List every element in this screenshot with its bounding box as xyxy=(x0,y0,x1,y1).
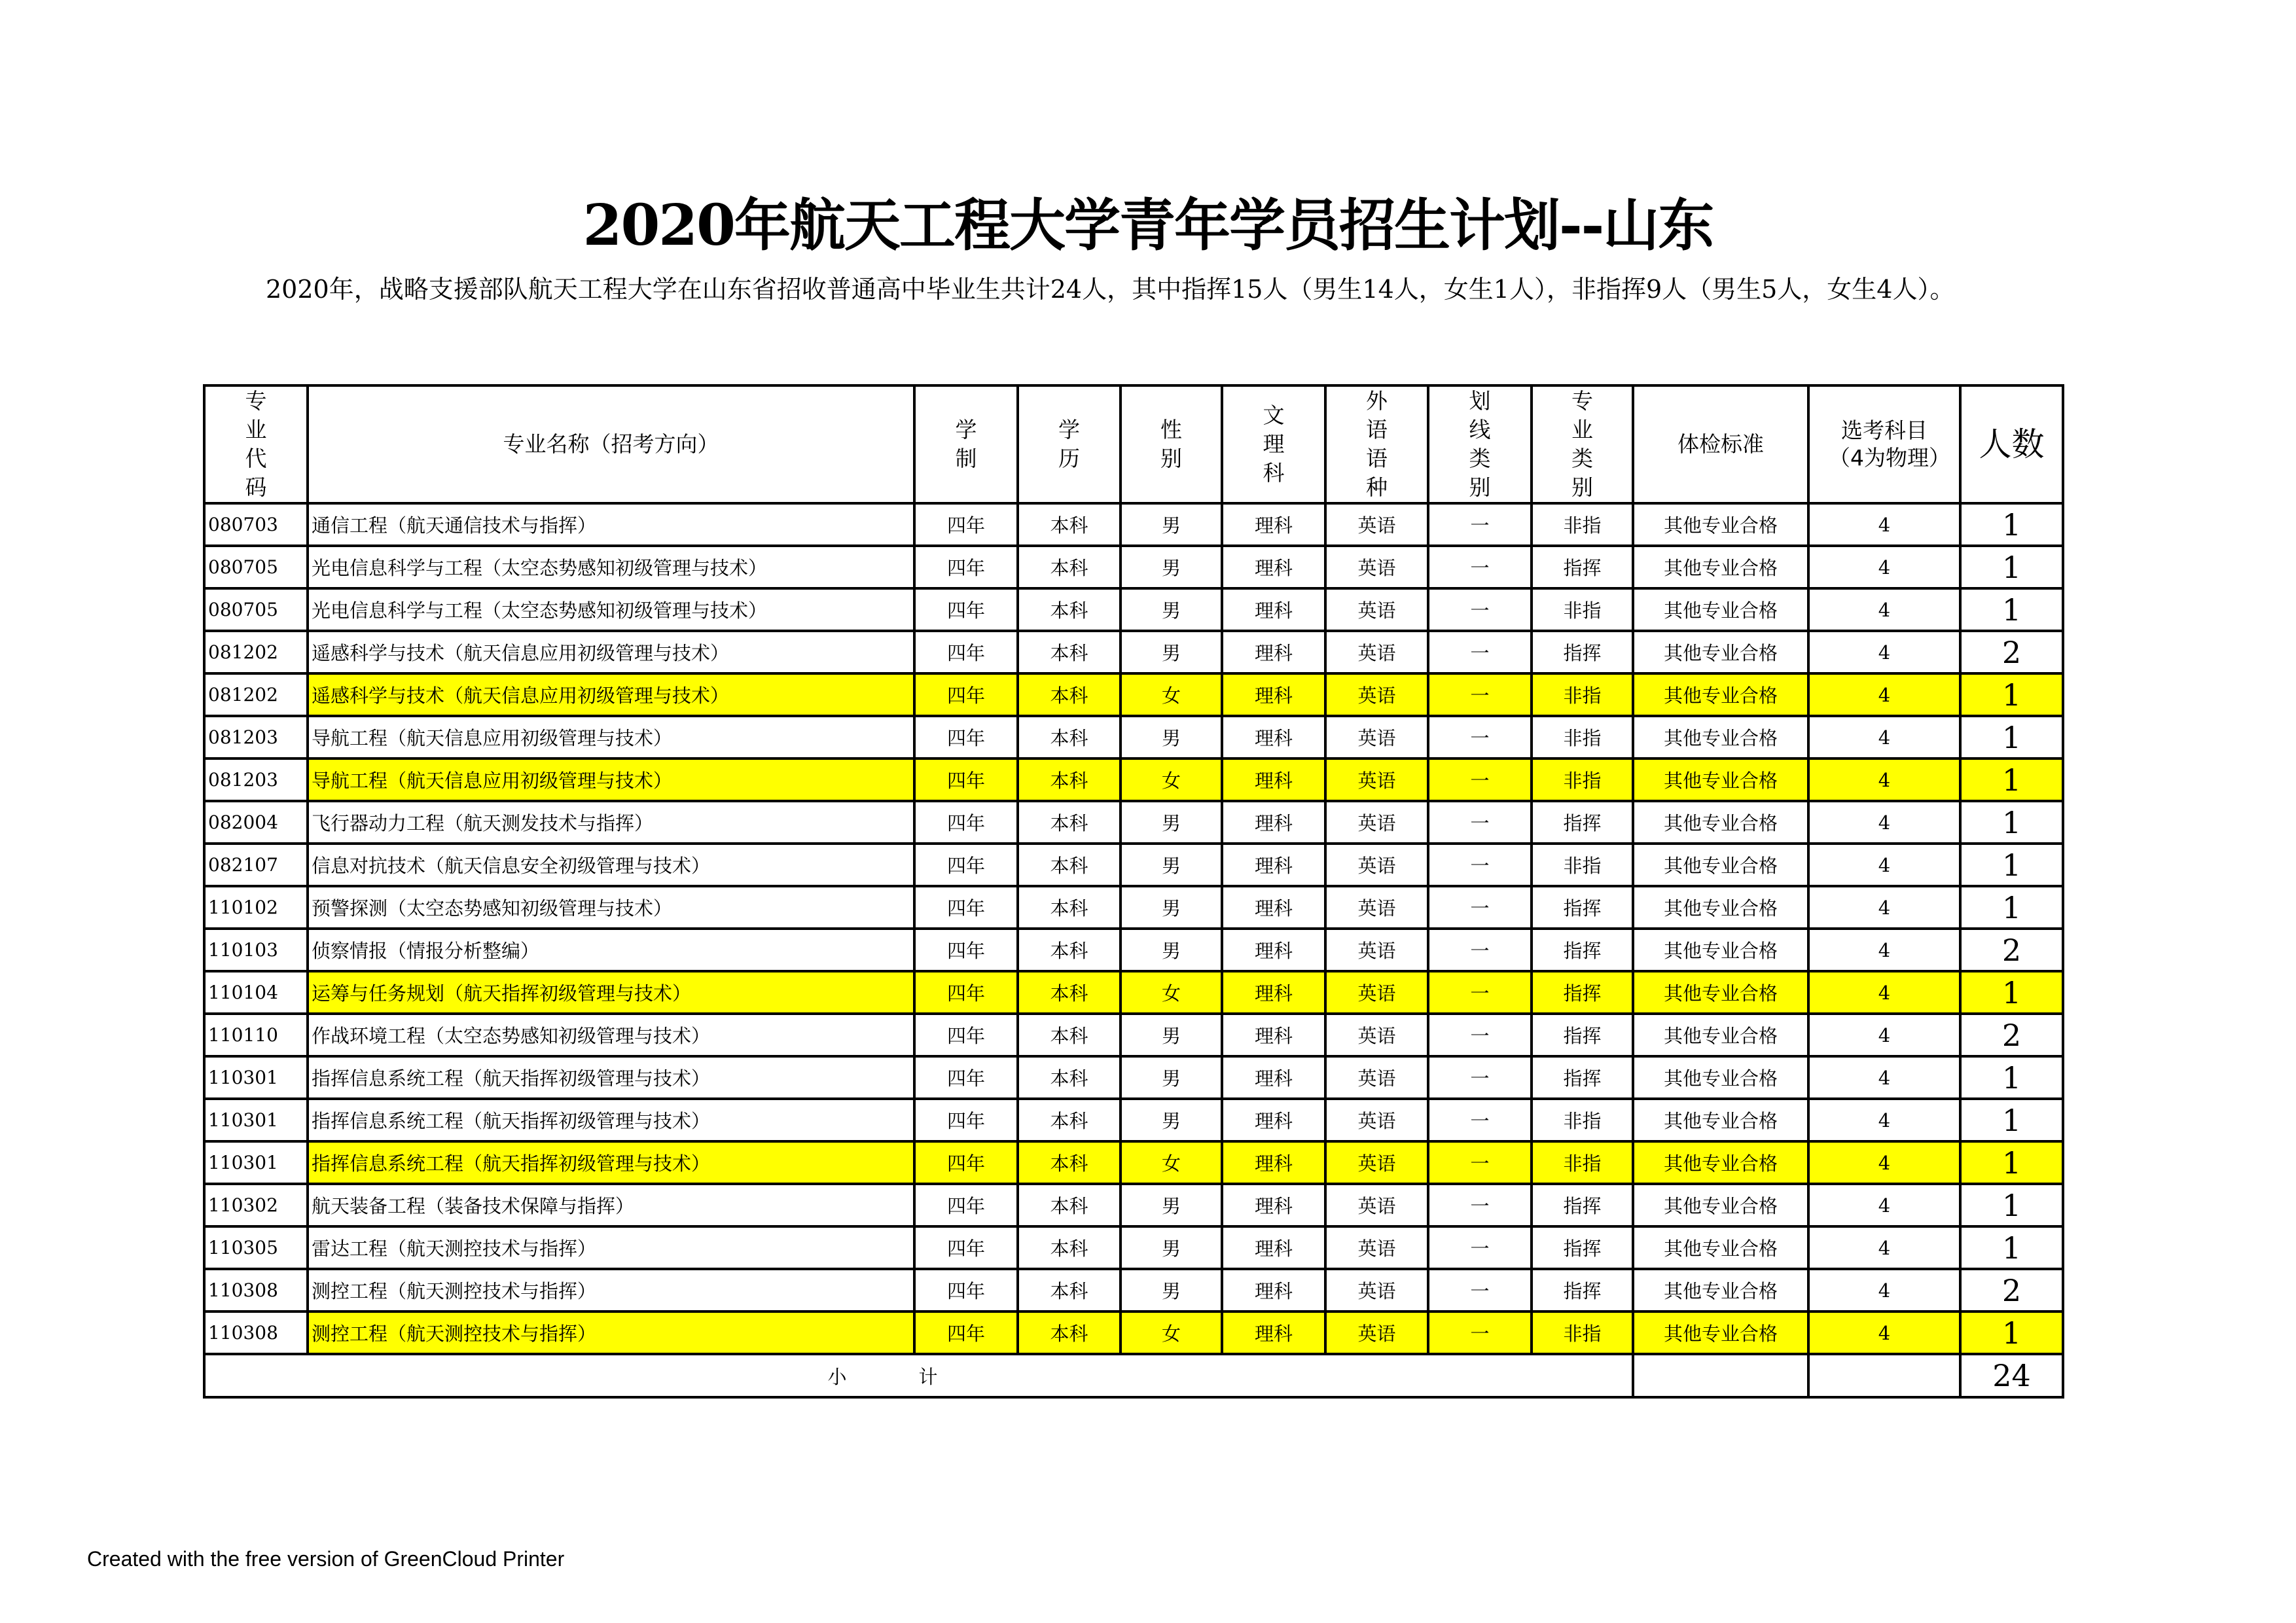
table-row xyxy=(204,758,2063,801)
cell-subject: 4 xyxy=(1808,758,1960,801)
subtotal-count: 24 xyxy=(1960,1354,2063,1397)
cell-physical: 其他专业合格 xyxy=(1633,631,1808,673)
cell-physical: 其他专业合格 xyxy=(1633,1014,1808,1056)
cell-language: 英语 xyxy=(1325,1184,1428,1226)
cell-name: 指挥信息系统工程（航天指挥初级管理与技术） xyxy=(308,1141,914,1184)
subtotal-subject xyxy=(1808,1354,1960,1397)
cell-subject: 4 xyxy=(1808,1056,1960,1099)
cell-physical: 其他专业合格 xyxy=(1633,1311,1808,1354)
cell-physical: 其他专业合格 xyxy=(1633,844,1808,886)
cell-line-type: 一 xyxy=(1428,1056,1532,1099)
cell-gender: 女 xyxy=(1121,758,1222,801)
intro-paragraph: 2020年，战略支援部队航天工程大学在山东省招收普通高中毕业生共计24人，其中指挥15人（男生14人，女生1人），非指挥9人（男生5人，女生4人）。 xyxy=(266,275,1955,304)
cell-subject: 4 xyxy=(1808,716,1960,758)
cell-code: 080705 xyxy=(204,546,308,588)
cell-language: 英语 xyxy=(1325,801,1428,844)
cell-code: 080705 xyxy=(204,588,308,631)
cell-name: 指挥信息系统工程（航天指挥初级管理与技术） xyxy=(308,1099,914,1141)
cell-gender: 男 xyxy=(1121,1226,1222,1269)
cell-language: 英语 xyxy=(1325,929,1428,971)
cell-subject: 4 xyxy=(1808,503,1960,546)
cell-degree: 本科 xyxy=(1018,588,1121,631)
cell-subject: 4 xyxy=(1808,929,1960,971)
cell-duration: 四年 xyxy=(914,886,1018,929)
cell-gender: 男 xyxy=(1121,844,1222,886)
cell-duration: 四年 xyxy=(914,503,1018,546)
table-row xyxy=(204,1099,2063,1141)
cell-gender: 男 xyxy=(1121,1184,1222,1226)
header-code: 专业代码 xyxy=(204,385,308,503)
header-line-type: 划线类别 xyxy=(1428,385,1532,503)
cell-name: 光电信息科学与工程（太空态势感知初级管理与技术） xyxy=(308,588,914,631)
cell-major-type: 指挥 xyxy=(1532,631,1633,673)
cell-degree: 本科 xyxy=(1018,844,1121,886)
cell-track: 理科 xyxy=(1222,546,1325,588)
cell-code: 110308 xyxy=(204,1311,308,1354)
page-title: 2020年航天工程大学青年学员招生计划--山东 xyxy=(583,192,1713,259)
cell-physical: 其他专业合格 xyxy=(1633,801,1808,844)
cell-language: 英语 xyxy=(1325,588,1428,631)
cell-degree: 本科 xyxy=(1018,716,1121,758)
cell-subject: 4 xyxy=(1808,673,1960,716)
cell-subject: 4 xyxy=(1808,1184,1960,1226)
cell-track: 理科 xyxy=(1222,971,1325,1014)
header-physical: 体检标准 xyxy=(1633,385,1808,503)
cell-count: 1 xyxy=(1960,971,2063,1014)
table-row xyxy=(204,716,2063,758)
cell-physical: 其他专业合格 xyxy=(1633,588,1808,631)
table-row xyxy=(204,673,2063,716)
cell-degree: 本科 xyxy=(1018,1269,1121,1311)
cell-degree: 本科 xyxy=(1018,1184,1121,1226)
cell-line-type: 一 xyxy=(1428,1014,1532,1056)
cell-duration: 四年 xyxy=(914,929,1018,971)
cell-code: 081202 xyxy=(204,631,308,673)
cell-subject: 4 xyxy=(1808,801,1960,844)
cell-subject: 4 xyxy=(1808,1141,1960,1184)
cell-physical: 其他专业合格 xyxy=(1633,1226,1808,1269)
cell-gender: 男 xyxy=(1121,1014,1222,1056)
cell-physical: 其他专业合格 xyxy=(1633,1269,1808,1311)
header-track: 文理科 xyxy=(1222,385,1325,503)
cell-degree: 本科 xyxy=(1018,971,1121,1014)
cell-gender: 男 xyxy=(1121,631,1222,673)
cell-code: 110102 xyxy=(204,886,308,929)
cell-line-type: 一 xyxy=(1428,1099,1532,1141)
cell-gender: 男 xyxy=(1121,929,1222,971)
cell-code: 081203 xyxy=(204,758,308,801)
cell-line-type: 一 xyxy=(1428,631,1532,673)
cell-name: 导航工程（航天信息应用初级管理与技术） xyxy=(308,758,914,801)
cell-physical: 其他专业合格 xyxy=(1633,1056,1808,1099)
cell-count: 1 xyxy=(1960,1141,2063,1184)
cell-duration: 四年 xyxy=(914,1311,1018,1354)
cell-count: 1 xyxy=(1960,801,2063,844)
cell-degree: 本科 xyxy=(1018,631,1121,673)
cell-language: 英语 xyxy=(1325,546,1428,588)
cell-duration: 四年 xyxy=(914,1269,1018,1311)
cell-name: 飞行器动力工程（航天测发技术与指挥） xyxy=(308,801,914,844)
cell-duration: 四年 xyxy=(914,971,1018,1014)
cell-degree: 本科 xyxy=(1018,929,1121,971)
cell-count: 2 xyxy=(1960,1014,2063,1056)
cell-degree: 本科 xyxy=(1018,801,1121,844)
cell-subject: 4 xyxy=(1808,971,1960,1014)
cell-degree: 本科 xyxy=(1018,758,1121,801)
table-row xyxy=(204,1311,2063,1354)
table-header-row xyxy=(204,385,2063,503)
cell-track: 理科 xyxy=(1222,673,1325,716)
cell-major-type: 非指 xyxy=(1532,1311,1633,1354)
cell-physical: 其他专业合格 xyxy=(1633,1099,1808,1141)
cell-gender: 男 xyxy=(1121,1056,1222,1099)
cell-physical: 其他专业合格 xyxy=(1633,1141,1808,1184)
cell-major-type: 指挥 xyxy=(1532,1226,1633,1269)
cell-major-type: 指挥 xyxy=(1532,1014,1633,1056)
cell-subject: 4 xyxy=(1808,631,1960,673)
table-row xyxy=(204,844,2063,886)
cell-code: 110301 xyxy=(204,1099,308,1141)
cell-subject: 4 xyxy=(1808,1099,1960,1141)
cell-physical: 其他专业合格 xyxy=(1633,546,1808,588)
cell-name: 预警探测（太空态势感知初级管理与技术） xyxy=(308,886,914,929)
cell-degree: 本科 xyxy=(1018,886,1121,929)
table-row xyxy=(204,1056,2063,1099)
cell-track: 理科 xyxy=(1222,588,1325,631)
cell-language: 英语 xyxy=(1325,886,1428,929)
cell-subject: 4 xyxy=(1808,1014,1960,1056)
cell-code: 110305 xyxy=(204,1226,308,1269)
cell-track: 理科 xyxy=(1222,1184,1325,1226)
table-row xyxy=(204,1269,2063,1311)
cell-name: 航天装备工程（装备技术保障与指挥） xyxy=(308,1184,914,1226)
cell-degree: 本科 xyxy=(1018,546,1121,588)
cell-subject: 4 xyxy=(1808,1269,1960,1311)
watermark-text: Created with the free version of GreenCloud Printer xyxy=(87,1547,565,1571)
cell-code: 081202 xyxy=(204,673,308,716)
cell-line-type: 一 xyxy=(1428,1184,1532,1226)
cell-name: 信息对抗技术（航天信息安全初级管理与技术） xyxy=(308,844,914,886)
cell-major-type: 指挥 xyxy=(1532,546,1633,588)
cell-language: 英语 xyxy=(1325,1014,1428,1056)
table-row xyxy=(204,801,2063,844)
cell-subject: 4 xyxy=(1808,1311,1960,1354)
header-name: 专业名称（招考方向） xyxy=(308,385,914,503)
cell-physical: 其他专业合格 xyxy=(1633,503,1808,546)
cell-name: 测控工程（航天测控技术与指挥） xyxy=(308,1311,914,1354)
cell-count: 1 xyxy=(1960,546,2063,588)
cell-line-type: 一 xyxy=(1428,503,1532,546)
cell-duration: 四年 xyxy=(914,844,1018,886)
cell-line-type: 一 xyxy=(1428,673,1532,716)
cell-major-type: 指挥 xyxy=(1532,1269,1633,1311)
cell-duration: 四年 xyxy=(914,1056,1018,1099)
cell-name: 导航工程（航天信息应用初级管理与技术） xyxy=(308,716,914,758)
cell-line-type: 一 xyxy=(1428,971,1532,1014)
cell-line-type: 一 xyxy=(1428,801,1532,844)
cell-language: 英语 xyxy=(1325,1056,1428,1099)
cell-code: 080703 xyxy=(204,503,308,546)
cell-line-type: 一 xyxy=(1428,1141,1532,1184)
cell-gender: 女 xyxy=(1121,673,1222,716)
header-degree: 学历 xyxy=(1018,385,1121,503)
cell-language: 英语 xyxy=(1325,503,1428,546)
table-row xyxy=(204,503,2063,546)
cell-line-type: 一 xyxy=(1428,1226,1532,1269)
cell-major-type: 指挥 xyxy=(1532,1184,1633,1226)
cell-name: 作战环境工程（太空态势感知初级管理与技术） xyxy=(308,1014,914,1056)
table-row xyxy=(204,971,2063,1014)
cell-physical: 其他专业合格 xyxy=(1633,716,1808,758)
header-subject: 选考科目（4为物理） xyxy=(1808,385,1960,503)
cell-code: 081203 xyxy=(204,716,308,758)
subtotal-row xyxy=(204,1354,2063,1397)
header-language: 外语语种 xyxy=(1325,385,1428,503)
cell-duration: 四年 xyxy=(914,588,1018,631)
cell-language: 英语 xyxy=(1325,1099,1428,1141)
cell-physical: 其他专业合格 xyxy=(1633,971,1808,1014)
cell-duration: 四年 xyxy=(914,1141,1018,1184)
cell-line-type: 一 xyxy=(1428,716,1532,758)
cell-duration: 四年 xyxy=(914,758,1018,801)
cell-count: 1 xyxy=(1960,716,2063,758)
cell-name: 侦察情报（情报分析整编） xyxy=(308,929,914,971)
cell-gender: 男 xyxy=(1121,1269,1222,1311)
table-row xyxy=(204,886,2063,929)
cell-name: 测控工程（航天测控技术与指挥） xyxy=(308,1269,914,1311)
cell-degree: 本科 xyxy=(1018,1099,1121,1141)
table-body xyxy=(204,503,2063,1354)
cell-track: 理科 xyxy=(1222,1269,1325,1311)
cell-line-type: 一 xyxy=(1428,929,1532,971)
cell-count: 1 xyxy=(1960,588,2063,631)
cell-duration: 四年 xyxy=(914,546,1018,588)
cell-physical: 其他专业合格 xyxy=(1633,886,1808,929)
cell-code: 110302 xyxy=(204,1184,308,1226)
cell-name: 运筹与任务规划（航天指挥初级管理与技术） xyxy=(308,971,914,1014)
cell-subject: 4 xyxy=(1808,844,1960,886)
cell-track: 理科 xyxy=(1222,1014,1325,1056)
cell-gender: 男 xyxy=(1121,546,1222,588)
table-row xyxy=(204,546,2063,588)
cell-language: 英语 xyxy=(1325,1311,1428,1354)
cell-duration: 四年 xyxy=(914,801,1018,844)
cell-name: 雷达工程（航天测控技术与指挥） xyxy=(308,1226,914,1269)
cell-gender: 男 xyxy=(1121,503,1222,546)
cell-count: 1 xyxy=(1960,758,2063,801)
header-duration: 学制 xyxy=(914,385,1018,503)
cell-major-type: 指挥 xyxy=(1532,1056,1633,1099)
cell-degree: 本科 xyxy=(1018,1311,1121,1354)
table-row xyxy=(204,588,2063,631)
cell-track: 理科 xyxy=(1222,503,1325,546)
cell-track: 理科 xyxy=(1222,844,1325,886)
cell-count: 1 xyxy=(1960,1311,2063,1354)
cell-duration: 四年 xyxy=(914,716,1018,758)
cell-duration: 四年 xyxy=(914,1099,1018,1141)
cell-line-type: 一 xyxy=(1428,758,1532,801)
cell-code: 110110 xyxy=(204,1014,308,1056)
cell-name: 通信工程（航天通信技术与指挥） xyxy=(308,503,914,546)
cell-line-type: 一 xyxy=(1428,546,1532,588)
cell-degree: 本科 xyxy=(1018,1226,1121,1269)
cell-count: 1 xyxy=(1960,1184,2063,1226)
cell-physical: 其他专业合格 xyxy=(1633,758,1808,801)
cell-gender: 男 xyxy=(1121,886,1222,929)
cell-count: 1 xyxy=(1960,503,2063,546)
cell-degree: 本科 xyxy=(1018,1014,1121,1056)
table-row xyxy=(204,631,2063,673)
cell-physical: 其他专业合格 xyxy=(1633,1184,1808,1226)
cell-degree: 本科 xyxy=(1018,673,1121,716)
cell-language: 英语 xyxy=(1325,1141,1428,1184)
enrollment-plan-table xyxy=(203,384,2064,1399)
cell-duration: 四年 xyxy=(914,1184,1018,1226)
cell-count: 1 xyxy=(1960,886,2063,929)
cell-track: 理科 xyxy=(1222,1311,1325,1354)
cell-major-type: 指挥 xyxy=(1532,886,1633,929)
header-gender: 性别 xyxy=(1121,385,1222,503)
table-row xyxy=(204,1226,2063,1269)
table-row xyxy=(204,929,2063,971)
cell-language: 英语 xyxy=(1325,631,1428,673)
cell-code: 110104 xyxy=(204,971,308,1014)
cell-line-type: 一 xyxy=(1428,1311,1532,1354)
cell-gender: 女 xyxy=(1121,971,1222,1014)
cell-track: 理科 xyxy=(1222,1226,1325,1269)
cell-language: 英语 xyxy=(1325,716,1428,758)
cell-gender: 男 xyxy=(1121,588,1222,631)
cell-count: 1 xyxy=(1960,1099,2063,1141)
cell-code: 110301 xyxy=(204,1141,308,1184)
cell-major-type: 非指 xyxy=(1532,1099,1633,1141)
cell-duration: 四年 xyxy=(914,673,1018,716)
cell-gender: 男 xyxy=(1121,801,1222,844)
cell-subject: 4 xyxy=(1808,1226,1960,1269)
cell-language: 英语 xyxy=(1325,844,1428,886)
cell-code: 082107 xyxy=(204,844,308,886)
cell-name: 遥感科学与技术（航天信息应用初级管理与技术） xyxy=(308,631,914,673)
table-row xyxy=(204,1141,2063,1184)
cell-degree: 本科 xyxy=(1018,1141,1121,1184)
cell-language: 英语 xyxy=(1325,1269,1428,1311)
cell-major-type: 指挥 xyxy=(1532,971,1633,1014)
cell-subject: 4 xyxy=(1808,886,1960,929)
cell-degree: 本科 xyxy=(1018,503,1121,546)
cell-track: 理科 xyxy=(1222,801,1325,844)
cell-major-type: 非指 xyxy=(1532,588,1633,631)
cell-count: 1 xyxy=(1960,673,2063,716)
cell-major-type: 非指 xyxy=(1532,1141,1633,1184)
cell-line-type: 一 xyxy=(1428,1269,1532,1311)
cell-code: 082004 xyxy=(204,801,308,844)
cell-track: 理科 xyxy=(1222,929,1325,971)
cell-subject: 4 xyxy=(1808,546,1960,588)
cell-count: 2 xyxy=(1960,1269,2063,1311)
cell-track: 理科 xyxy=(1222,631,1325,673)
cell-major-type: 指挥 xyxy=(1532,929,1633,971)
cell-subject: 4 xyxy=(1808,588,1960,631)
cell-name: 遥感科学与技术（航天信息应用初级管理与技术） xyxy=(308,673,914,716)
cell-name: 指挥信息系统工程（航天指挥初级管理与技术） xyxy=(308,1056,914,1099)
header-major-type: 专业类别 xyxy=(1532,385,1633,503)
cell-degree: 本科 xyxy=(1018,1056,1121,1099)
cell-track: 理科 xyxy=(1222,1141,1325,1184)
cell-name: 光电信息科学与工程（太空态势感知初级管理与技术） xyxy=(308,546,914,588)
cell-language: 英语 xyxy=(1325,758,1428,801)
cell-count: 2 xyxy=(1960,631,2063,673)
subtotal-physical xyxy=(1633,1354,1808,1397)
cell-major-type: 非指 xyxy=(1532,716,1633,758)
cell-code: 110308 xyxy=(204,1269,308,1311)
cell-gender: 男 xyxy=(1121,716,1222,758)
subtotal-label: 小计 xyxy=(204,1354,1633,1397)
cell-language: 英语 xyxy=(1325,971,1428,1014)
table-row xyxy=(204,1184,2063,1226)
cell-track: 理科 xyxy=(1222,1099,1325,1141)
cell-code: 110301 xyxy=(204,1056,308,1099)
cell-track: 理科 xyxy=(1222,716,1325,758)
cell-major-type: 非指 xyxy=(1532,758,1633,801)
cell-physical: 其他专业合格 xyxy=(1633,929,1808,971)
cell-track: 理科 xyxy=(1222,758,1325,801)
cell-gender: 女 xyxy=(1121,1311,1222,1354)
cell-major-type: 非指 xyxy=(1532,844,1633,886)
cell-gender: 男 xyxy=(1121,1099,1222,1141)
cell-major-type: 指挥 xyxy=(1532,801,1633,844)
cell-language: 英语 xyxy=(1325,1226,1428,1269)
cell-duration: 四年 xyxy=(914,1226,1018,1269)
cell-line-type: 一 xyxy=(1428,886,1532,929)
cell-count: 2 xyxy=(1960,929,2063,971)
cell-gender: 女 xyxy=(1121,1141,1222,1184)
cell-duration: 四年 xyxy=(914,631,1018,673)
cell-count: 1 xyxy=(1960,1056,2063,1099)
header-count: 人数 xyxy=(1960,385,2063,503)
cell-count: 1 xyxy=(1960,1226,2063,1269)
cell-major-type: 非指 xyxy=(1532,503,1633,546)
cell-track: 理科 xyxy=(1222,1056,1325,1099)
cell-code: 110103 xyxy=(204,929,308,971)
cell-major-type: 非指 xyxy=(1532,673,1633,716)
table-row xyxy=(204,1014,2063,1056)
cell-physical: 其他专业合格 xyxy=(1633,673,1808,716)
cell-track: 理科 xyxy=(1222,886,1325,929)
cell-duration: 四年 xyxy=(914,1014,1018,1056)
cell-line-type: 一 xyxy=(1428,588,1532,631)
cell-language: 英语 xyxy=(1325,673,1428,716)
cell-line-type: 一 xyxy=(1428,844,1532,886)
cell-count: 1 xyxy=(1960,844,2063,886)
